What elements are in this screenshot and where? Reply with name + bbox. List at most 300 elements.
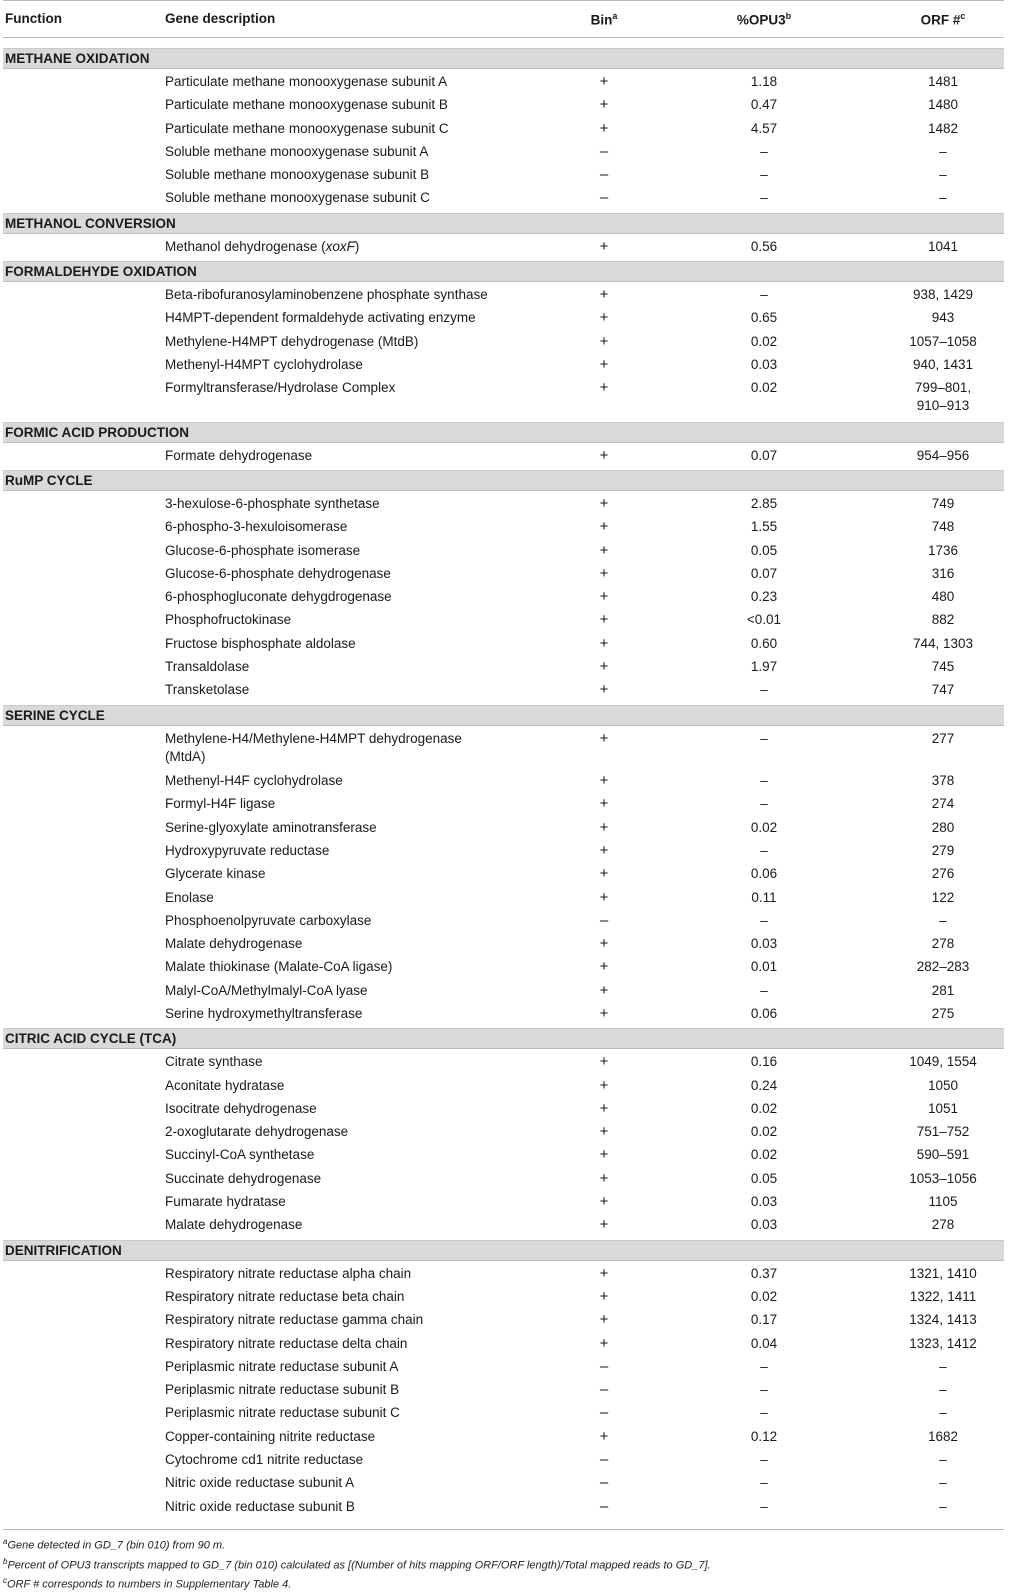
table-row (3, 309, 1004, 332)
gene-desc-text: Respiratory nitrate reductase alpha chain (165, 1265, 412, 1281)
orf-number (883, 611, 1003, 629)
table-row (3, 1428, 1004, 1451)
gene-desc-text: Methenyl-H4MPT cyclohydrolase (165, 356, 363, 372)
section-header: RuMP CYCLE (3, 470, 1004, 491)
table-row (3, 1005, 1004, 1028)
orf-text: 1322, 1411 (909, 1288, 977, 1304)
gene-description (165, 1474, 510, 1492)
gene-description (165, 1498, 510, 1516)
gene-desc-text: Periplasmic nitrate reductase subunit A (165, 1358, 399, 1374)
opu3-percent: 0.03 (750, 1217, 778, 1233)
gene-desc-text: Periplasmic nitrate reductase subunit C (165, 1405, 400, 1421)
orf-text: 1481 (927, 74, 959, 89)
opu3-percent: 0.02 (750, 1124, 778, 1140)
gene-description (165, 189, 510, 207)
orf-number (883, 189, 1003, 207)
opu3-percent: – (760, 1452, 768, 1468)
orf-text: 882 (931, 612, 955, 628)
opu3-percent: 0.24 (750, 1077, 778, 1093)
orf-text: 943 (931, 310, 955, 326)
bin-value: + (599, 1427, 609, 1445)
orf-number (883, 1216, 1003, 1234)
table-row (3, 889, 1004, 912)
gene-desc-text: Periplasmic nitrate reductase subunit B (165, 1382, 400, 1398)
gene-desc-text: Phosphoenolpyruvate carboxylase (165, 912, 372, 928)
gene-description (165, 1005, 510, 1023)
gene-desc-text-after: ) (354, 238, 360, 254)
opu3-percent: – (760, 682, 768, 698)
gene-description (165, 912, 510, 930)
orf-text: 1321, 1410 (909, 1265, 977, 1281)
orf-text: 799–801, (914, 380, 972, 396)
opu3-percent: 0.02 (750, 819, 778, 835)
orf-text: 282–283 (916, 959, 970, 975)
table-row (3, 1053, 1004, 1076)
footnote (3, 1534, 1004, 1554)
bin-value: + (599, 1169, 609, 1187)
gene-description (165, 935, 510, 953)
orf-number (883, 795, 1003, 813)
bin-value: + (599, 865, 609, 883)
opu3-percent: 0.03 (750, 1194, 778, 1210)
orf-number (883, 1381, 1003, 1399)
table-row (3, 1335, 1004, 1358)
gene-desc-text: Cytochrome cd1 nitrite reductase (165, 1452, 364, 1468)
gene-desc-text: Fructose bisphosphate aldolase (165, 635, 356, 651)
opu3-percent: – (760, 912, 768, 928)
gene-desc-text: Hydroxypyruvate reductase (165, 842, 330, 858)
bin-value: + (599, 611, 609, 629)
gene-desc-text: Methanol dehydrogenase ( (165, 238, 326, 254)
orf-text: 751–752 (916, 1124, 970, 1140)
table-row (3, 495, 1004, 518)
orf-number (883, 730, 1003, 748)
orf-number (883, 1053, 1003, 1071)
header-bin-label: Bin (590, 12, 613, 28)
gene-desc-text: Beta-ribofuranosylaminobenzene phosphate synthase (165, 287, 488, 303)
orf-number (883, 1404, 1003, 1422)
table-row (3, 795, 1004, 818)
gene-desc-text: Respiratory nitrate reductase delta chain (165, 1335, 408, 1351)
orf-number (883, 120, 1003, 138)
opu3-percent: – (760, 190, 768, 206)
opu3-percent: 1.18 (750, 74, 778, 89)
orf-number (883, 565, 1003, 583)
orf-text: – (939, 167, 947, 183)
bin-value: + (599, 634, 609, 652)
gene-desc-text: Particulate methane monooxygenase subunit A (165, 74, 448, 89)
orf-text: 1057–1058 (909, 333, 977, 349)
gene-description (165, 1288, 510, 1306)
orf-text: – (939, 1475, 947, 1491)
gene-desc-text: Enolase (165, 889, 214, 905)
opu3-percent: 4.57 (750, 120, 778, 136)
section-header: METHANE OXIDATION (3, 48, 1004, 69)
orf-number (883, 1288, 1003, 1306)
opu3-percent: 0.23 (750, 589, 778, 605)
orf-text: 279 (931, 842, 955, 858)
table-row (3, 1216, 1004, 1239)
orf-number (883, 635, 1003, 653)
header-bin (559, 11, 649, 28)
gene-description (165, 238, 510, 256)
orf-text: 954–956 (916, 447, 970, 463)
footnote-mark: a (3, 1536, 8, 1546)
bin-value: – (599, 166, 609, 184)
orf-text: 480 (931, 589, 955, 605)
orf-number (883, 1193, 1003, 1211)
table-row (3, 1498, 1004, 1521)
gene-desc-text: 3-hexulose-6-phosphate synthetase (165, 495, 380, 511)
header-orf (883, 11, 1003, 28)
gene-description (165, 1381, 510, 1399)
gene-description (165, 96, 510, 114)
bin-value: – (599, 1474, 609, 1492)
orf-number (883, 912, 1003, 930)
gene-description (165, 1358, 510, 1376)
gene-description (165, 772, 510, 790)
bin-value: – (599, 189, 609, 207)
gene-desc-text: Soluble methane monooxygenase subunit B (165, 167, 430, 183)
gene-description (165, 1451, 510, 1469)
bin-value: + (599, 332, 609, 350)
table-row (3, 143, 1004, 166)
bin-value: + (599, 1076, 609, 1094)
orf-text: – (939, 1498, 947, 1514)
bin-value: + (599, 96, 609, 114)
bin-value: + (599, 1311, 609, 1329)
orf-number (883, 495, 1003, 513)
gene-description (165, 1265, 510, 1283)
gene-description (165, 1123, 510, 1141)
bin-value: + (599, 355, 609, 373)
orf-number (883, 1428, 1003, 1446)
bin-value: + (599, 1334, 609, 1352)
opu3-percent: 2.85 (750, 495, 778, 511)
gene-desc-text: Respiratory nitrate reductase beta chain (165, 1288, 405, 1304)
bin-value: + (599, 237, 609, 255)
table-row (3, 1077, 1004, 1100)
orf-text: 1324, 1413 (909, 1312, 977, 1328)
gene-description (165, 588, 510, 606)
orf-number (883, 238, 1003, 256)
bin-value: + (599, 588, 609, 606)
gene-desc-text: Methylene-H4/Methylene-H4MPT dehydrogenase (165, 730, 462, 746)
opu3-percent: – (760, 730, 768, 746)
bin-value: + (599, 119, 609, 137)
opu3-percent: 0.01 (750, 959, 778, 975)
opu3-percent: 0.11 (751, 889, 777, 905)
bin-value: + (599, 73, 609, 90)
bin-value: – (599, 1497, 609, 1515)
gene-desc-text: Methylene-H4MPT dehydrogenase (MtdB) (165, 333, 419, 349)
gene-desc-text: Succinate dehydrogenase (165, 1170, 322, 1186)
table-row (3, 518, 1004, 541)
opu3-percent: 0.47 (750, 97, 778, 113)
bin-value: – (599, 1357, 609, 1375)
opu3-percent: 0.06 (750, 866, 778, 882)
opu3-percent: 0.02 (750, 333, 778, 349)
bin-value: + (599, 1264, 609, 1282)
gene-desc-text: Glycerate kinase (165, 866, 266, 882)
gene-desc-text: Particulate methane monooxygenase subunit C (165, 120, 449, 136)
orf-text: 747 (931, 682, 955, 698)
bin-value: + (599, 818, 609, 836)
orf-text: 316 (931, 565, 955, 581)
table-row (3, 379, 1004, 421)
orf-text: 1051 (927, 1100, 959, 1116)
table-row (3, 1193, 1004, 1216)
opu3-percent: 0.37 (750, 1265, 778, 1281)
gene-description (165, 1170, 510, 1188)
gene-desc-text: 2-oxoglutarate dehydrogenase (165, 1124, 349, 1140)
gene-description (165, 1428, 510, 1446)
table-row (3, 611, 1004, 634)
orf-text-line2: 910–913 (916, 398, 970, 414)
orf-number (883, 1123, 1003, 1141)
table-row (3, 1404, 1004, 1427)
gene-description (165, 166, 510, 184)
gene-description (165, 958, 510, 976)
gene-description (165, 309, 510, 327)
opu3-percent: – (760, 1405, 768, 1421)
orf-text: 1482 (927, 120, 959, 136)
opu3-percent: 0.07 (750, 565, 778, 581)
opu3-percent: 0.05 (750, 542, 778, 558)
opu3-percent: 0.56 (750, 238, 778, 254)
gene-desc-text: Soluble methane monooxygenase subunit A (165, 143, 429, 159)
opu3-percent: 1.55 (750, 519, 778, 535)
table-row (3, 842, 1004, 865)
table-row (3, 166, 1004, 189)
gene-description (165, 495, 510, 513)
orf-number (883, 1358, 1003, 1376)
orf-text: 122 (931, 889, 955, 905)
gene-desc-text: Copper-containing nitrite reductase (165, 1428, 376, 1444)
table-row (3, 982, 1004, 1005)
opu3-percent: 0.60 (750, 635, 778, 651)
gene-description (165, 447, 510, 465)
gene-desc-text: 6-phospho-3-hexuloisomerase (165, 519, 348, 535)
orf-number (883, 96, 1003, 114)
bin-value: + (599, 1123, 609, 1141)
gene-desc-text: Serine-glyoxylate aminotransferase (165, 819, 377, 835)
orf-number (883, 889, 1003, 907)
opu3-percent: 0.17 (750, 1312, 778, 1328)
table-row (3, 1123, 1004, 1146)
footnote-mark: c (3, 1576, 7, 1586)
bin-value: + (599, 564, 609, 582)
gene-description (165, 518, 510, 536)
orf-text: 1050 (927, 1077, 959, 1093)
orf-number (883, 1146, 1003, 1164)
orf-number (883, 518, 1003, 536)
table-row (3, 1288, 1004, 1311)
section-header: DENITRIFICATION (3, 1240, 1004, 1261)
gene-description (165, 842, 510, 860)
gene-description (165, 1100, 510, 1118)
gene-description (165, 982, 510, 1000)
header-function: Function (5, 11, 62, 26)
gene-desc-text: Malate thiokinase (Malate-CoA ligase) (165, 959, 393, 975)
orf-number (883, 935, 1003, 953)
gene-desc-text: Formate dehydrogenase (165, 447, 313, 463)
gene-description (165, 635, 510, 653)
header-gene-description: Gene description (165, 11, 276, 26)
opu3-percent: 0.04 (750, 1335, 778, 1351)
gene-desc-text: Succinyl-CoA synthetase (165, 1147, 315, 1163)
orf-text: 1480 (927, 97, 959, 113)
gene-table (3, 0, 1004, 1593)
orf-number (883, 588, 1003, 606)
gene-description (165, 73, 510, 91)
table-row (3, 912, 1004, 935)
gene-description (165, 1146, 510, 1164)
orf-text: 275 (931, 1005, 955, 1021)
opu3-percent: 0.16 (750, 1054, 778, 1070)
table-row (3, 681, 1004, 704)
bin-value: + (599, 981, 609, 999)
gene-desc-text: Particulate methane monooxygenase subunit B (165, 97, 448, 113)
table-row (3, 333, 1004, 356)
orf-number (883, 1265, 1003, 1283)
gene-description (165, 1077, 510, 1095)
header-orf-label: ORF # (920, 12, 961, 28)
table-row (3, 189, 1004, 212)
gene-desc-text: Serine hydroxymethyltransferase (165, 1005, 363, 1021)
table-row (3, 1358, 1004, 1381)
table-footnotes (3, 1529, 1004, 1593)
gene-desc-text: Respiratory nitrate reductase gamma chain (165, 1312, 424, 1328)
table-header (3, 0, 1004, 38)
table-row (3, 1381, 1004, 1404)
opu3-percent: 0.03 (750, 356, 778, 372)
opu3-percent: 0.02 (750, 1147, 778, 1163)
orf-number (883, 447, 1003, 465)
bin-value: + (599, 541, 609, 559)
footnote-text: Percent of OPU3 transcripts mapped to GD_7 (bin 010) calculated as [(Number of hits mapping ORF/ORF length)/Total mapped reads to GD_7]. (7, 1559, 711, 1572)
bin-value: – (599, 1381, 609, 1399)
bin-value: + (599, 1287, 609, 1305)
orf-text: 276 (931, 866, 955, 882)
opu3-percent: 0.02 (750, 380, 778, 396)
bin-value: + (599, 935, 609, 953)
orf-number (883, 1311, 1003, 1329)
gene-description (165, 1216, 510, 1234)
orf-number (883, 1005, 1003, 1023)
orf-text: 1041 (927, 238, 959, 254)
orf-number (883, 286, 1003, 304)
bin-value: + (599, 286, 609, 304)
footnote (3, 1554, 1004, 1574)
gene-desc-text: Malate dehydrogenase (165, 936, 303, 952)
gene-desc-text: Malate dehydrogenase (165, 1217, 303, 1233)
gene-desc-text: Methenyl-H4F cyclohydrolase (165, 773, 343, 789)
section-header: METHANOL CONVERSION (3, 213, 1004, 234)
orf-text: 1323, 1412 (909, 1335, 977, 1351)
opu3-percent: – (760, 1382, 768, 1398)
gene-desc-text: Phosphofructokinase (165, 612, 292, 628)
opu3-percent: 0.65 (750, 310, 778, 326)
opu3-percent: – (760, 1358, 768, 1374)
bin-value: + (599, 446, 609, 464)
orf-text: – (939, 1452, 947, 1468)
orf-number (883, 865, 1003, 883)
opu3-percent: – (760, 167, 768, 183)
orf-number (883, 1170, 1003, 1188)
table-row (3, 1146, 1004, 1169)
footnote-text: Gene detected in GD_7 (bin 010) from 90 m. (7, 1539, 226, 1552)
table-row (3, 958, 1004, 981)
table-row (3, 730, 1004, 772)
orf-text: 378 (931, 773, 955, 789)
gene-description (165, 730, 510, 766)
orf-text: 278 (931, 936, 955, 952)
gene-description (165, 143, 510, 161)
opu3-percent: 0.02 (750, 1288, 778, 1304)
orf-text: 938, 1429 (912, 287, 974, 303)
opu3-percent: 0.07 (750, 447, 778, 463)
gene-description (165, 1335, 510, 1353)
table-row (3, 447, 1004, 470)
orf-text: – (939, 912, 947, 928)
footnote-mark: b (3, 1556, 8, 1566)
table-row (3, 635, 1004, 658)
gene-desc-text: Nitric oxide reductase subunit B (165, 1498, 355, 1514)
opu3-percent: – (760, 773, 768, 789)
bin-value: + (599, 729, 609, 747)
gene-desc-text: 6-phosphogluconate dehygdrogenase (165, 589, 392, 605)
opu3-percent: 0.03 (750, 936, 778, 952)
table-row (3, 588, 1004, 611)
gene-desc-text: Nitric oxide reductase subunit A (165, 1475, 355, 1491)
gene-desc-text: H4MPT-dependent formaldehyde activating enzyme (165, 310, 476, 326)
opu3-percent: – (760, 1475, 768, 1491)
orf-number (883, 1474, 1003, 1492)
orf-number (883, 658, 1003, 676)
orf-text: 940, 1431 (912, 356, 974, 372)
table-row (3, 120, 1004, 143)
gene-description (165, 286, 510, 304)
opu3-percent: – (760, 842, 768, 858)
table-row (3, 565, 1004, 588)
table-row (3, 935, 1004, 958)
orf-text: – (939, 190, 947, 206)
gene-description (165, 611, 510, 629)
bin-value: – (599, 911, 609, 929)
gene-desc-text: Formyl-H4F ligase (165, 796, 276, 812)
bin-value: + (599, 309, 609, 327)
table-row (3, 1265, 1004, 1288)
orf-number (883, 356, 1003, 374)
section-header: FORMALDEHYDE OXIDATION (3, 261, 1004, 282)
section-header: FORMIC ACID PRODUCTION (3, 422, 1004, 443)
table-body (3, 48, 1004, 1521)
orf-number (883, 772, 1003, 790)
opu3-percent: 0.05 (750, 1170, 778, 1186)
header-orf-footnote-mark: c (960, 11, 966, 21)
gene-desc-text: Glucose-6-phosphate dehydrogenase (165, 565, 391, 581)
table-row (3, 1451, 1004, 1474)
orf-text: 281 (931, 982, 955, 998)
opu3-percent: – (760, 1498, 768, 1514)
orf-number (883, 333, 1003, 351)
table-row (3, 865, 1004, 888)
orf-text: 748 (931, 519, 955, 535)
header-opu3-footnote-mark: b (785, 11, 792, 21)
table-row (3, 96, 1004, 119)
bin-value: – (599, 1404, 609, 1422)
